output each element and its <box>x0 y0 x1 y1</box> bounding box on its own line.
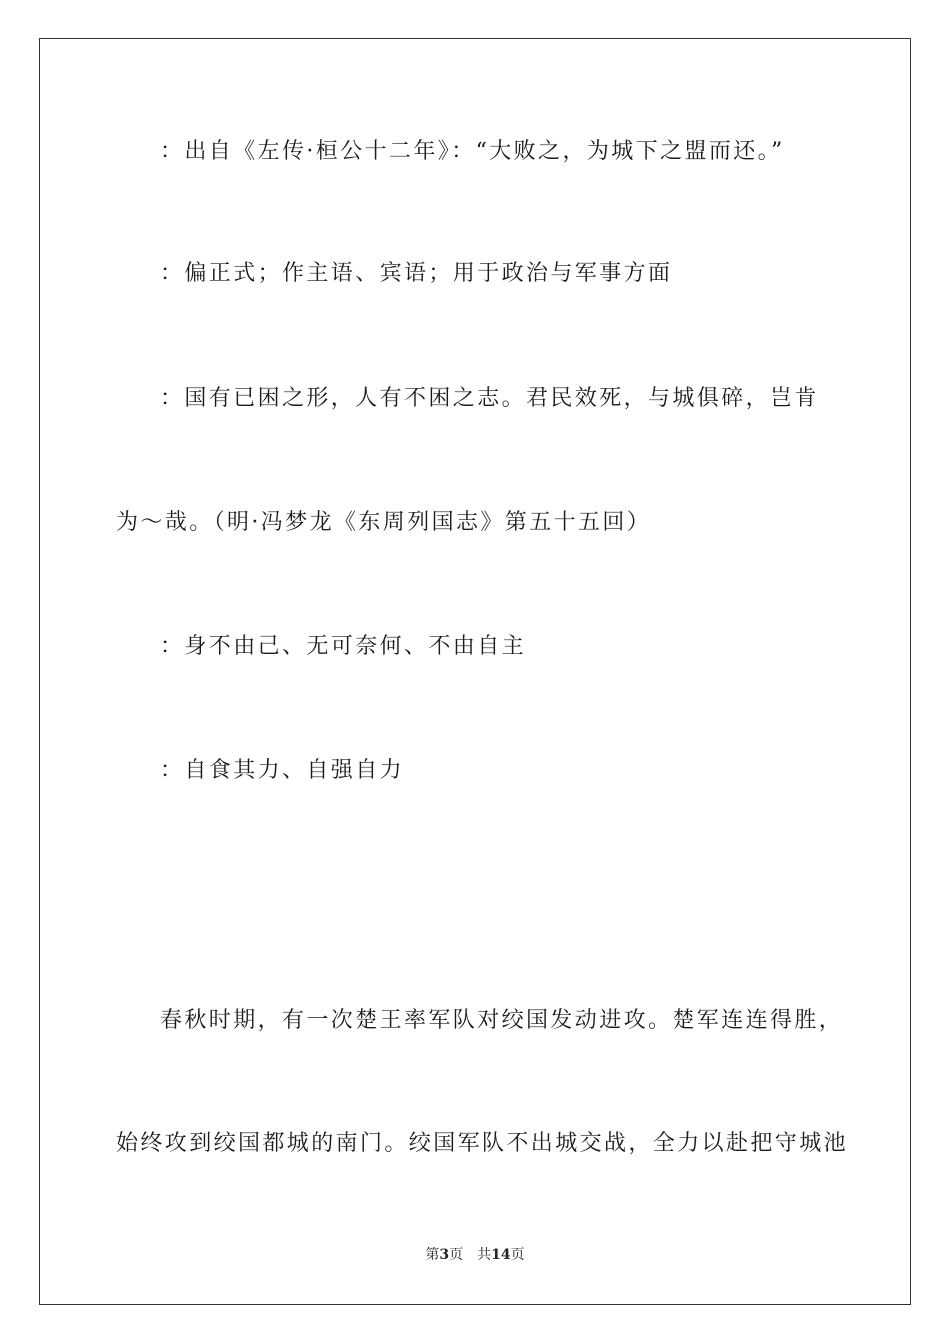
usage-line: ：偏正式；作主语、宾语；用于政治与军事方面 <box>160 261 673 286</box>
page-prefix: 第 <box>425 1247 440 1263</box>
total-suffix: 页 <box>510 1247 525 1263</box>
example-line-2: 为～哉。（明·冯梦龙《东周列国志》第五十五回） <box>116 510 652 535</box>
synonyms-line: ：身不由己、无可奈何、不由自主 <box>160 634 527 659</box>
total-pages: 14 <box>491 1247 511 1263</box>
story-line-2: 始终攻到绞国都城的南门。绞国军队不出城交战，全力以赴把守城池 <box>116 1131 849 1156</box>
story-line-1: 春秋时期，有一次楚王率军队对绞国发动进攻。楚军连连得胜， <box>160 1008 844 1033</box>
antonyms-line: ：自食其力、自强自力 <box>160 758 405 783</box>
page-number: 3 <box>439 1247 450 1263</box>
page-footer <box>0 1245 950 1265</box>
example-line-1: ：国有已困之形，人有不困之志。君民效死，与城俱碎，岂肯 <box>160 386 819 411</box>
source-line: ：出自《左传·桓公十二年》：“大败之，为城下之盟而还。” <box>160 139 785 164</box>
total-prefix: 共 <box>477 1247 492 1263</box>
page-border <box>39 38 911 1305</box>
page-suffix: 页 <box>449 1247 464 1263</box>
